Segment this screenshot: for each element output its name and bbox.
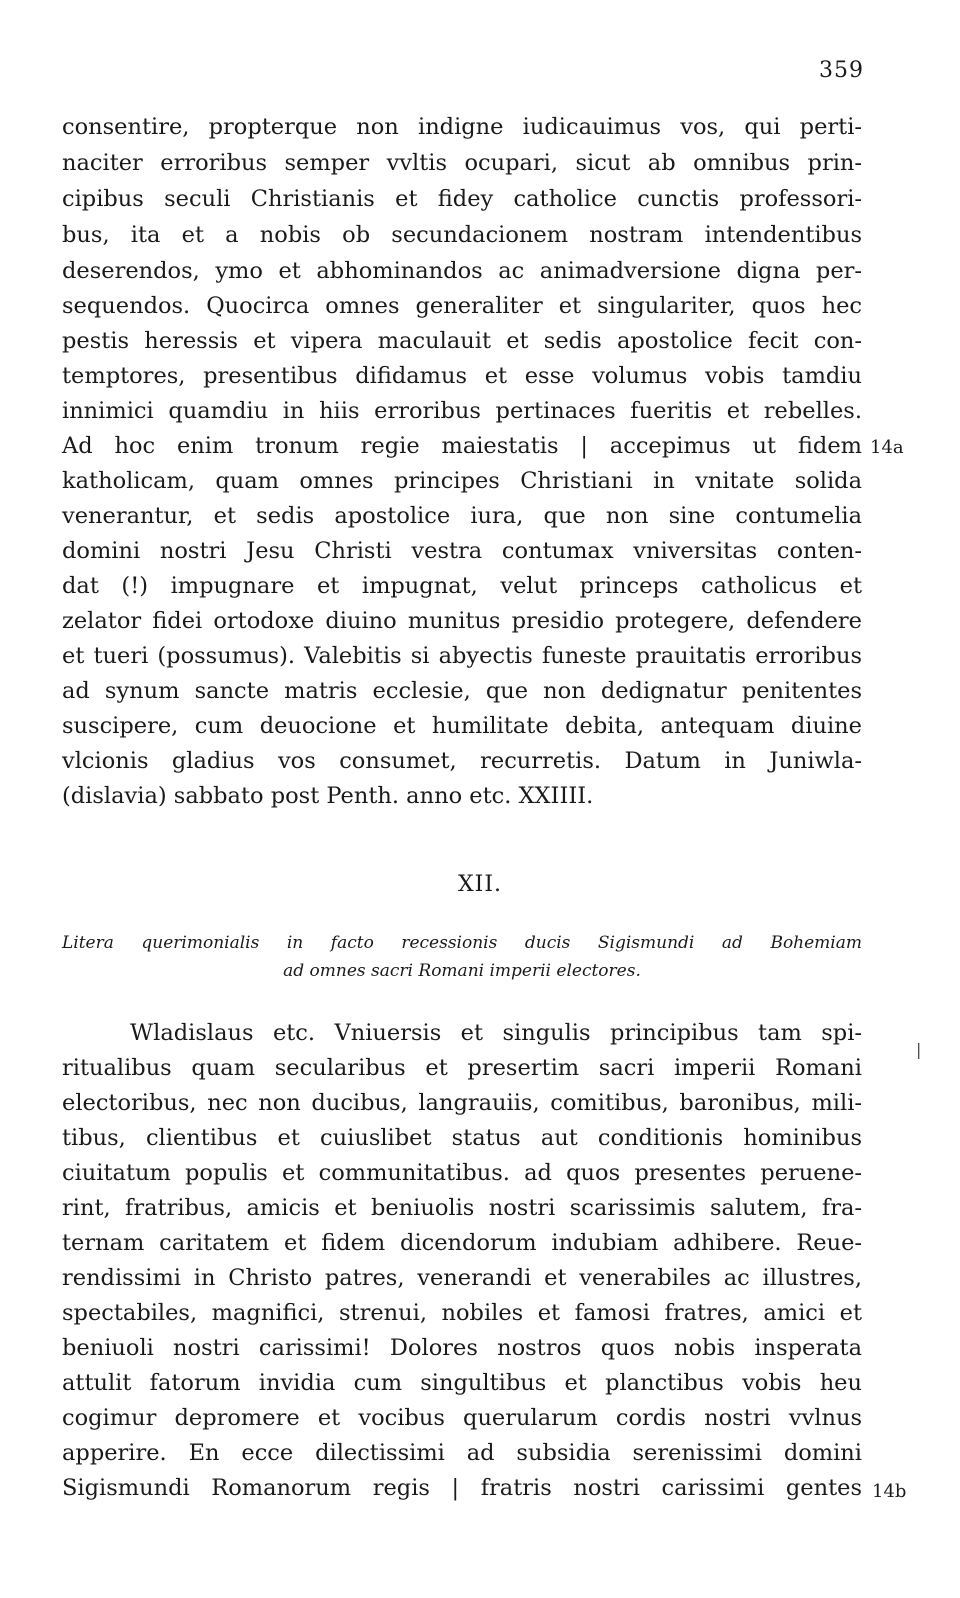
text-line: cogimur depromere et vocibus querularum cordis nostri vvlnus xyxy=(62,1405,862,1431)
text-line: zelator fidei ortodoxe diuino munitus presidio protegere, defendere xyxy=(62,608,862,634)
text-line: domini nostri Jesu Christi vestra contumax vniversitas conten- xyxy=(62,538,862,564)
text-line: spectabiles, magnifici, strenui, nobiles et famosi fratres, amici et xyxy=(62,1300,862,1326)
text-line: (dislavia) sabbato post Penth. anno etc. XXIIII. xyxy=(62,783,594,809)
margin-tick: | xyxy=(916,1040,922,1059)
text-line: ad synum sancte matris ecclesie, que non dedignatur penitentes xyxy=(62,678,862,704)
text-line: ritualibus quam secularibus et presertim sacri imperii Romani xyxy=(62,1055,862,1081)
text-line: bus, ita et a nobis ob secundacionem nostram intendentibus xyxy=(62,222,862,248)
text-line: pestis heressis et vipera maculauit et sedis apostolice fecit con- xyxy=(62,328,862,354)
heading-line: ad omnes sacri Romani imperii electores. xyxy=(283,961,641,981)
text-line: Wladislaus etc. Vniuersis et singulis principibus tam spi- xyxy=(130,1020,862,1046)
text-line: naciter erroribus semper vvltis ocupari, sicut ab omnibus prin- xyxy=(62,150,862,176)
text-line: dat (!) impugnare et impugnat, velut princeps catholicus et xyxy=(62,573,862,599)
text-line: rendissimi in Christo patres, venerandi et venerabiles ac illustres, xyxy=(62,1265,862,1291)
text-line: beniuoli nostri carissimi! Dolores nostros quos nobis insperata xyxy=(62,1335,862,1361)
text-line: vlcionis gladius vos consumet, recurretis. Datum in Juniwla- xyxy=(62,748,862,774)
text-line: deserendos, ymo et abhominandos ac animadversione digna per- xyxy=(62,258,862,284)
text-line: sequendos. Quocirca omnes generaliter et singulariter, quos hec xyxy=(62,293,862,319)
text-line: et tueri (possumus). Valebitis si abyectis funeste prauitatis erroribus xyxy=(62,643,862,669)
text-line: innimici quamdiu in hiis erroribus pertinaces fueritis et rebelles. xyxy=(62,398,862,424)
text-line: ternam caritatem et fidem dicendorum indubiam adhibere. Reue- xyxy=(62,1230,862,1256)
text-line: suscipere, cum deuocione et humilitate debita, antequam diuine xyxy=(62,713,862,739)
text-line: consentire, propterque non indigne iudicauimus vos, qui perti- xyxy=(62,114,862,140)
text-line: Sigismundi Romanorum regis | fratris nostri carissimi gentes xyxy=(62,1475,862,1501)
text-line: rint, fratribus, amicis et beniuolis nostri scarissimis salutem, fra- xyxy=(62,1195,862,1221)
margin-note: 14a xyxy=(870,437,904,458)
text-line: tibus, clientibus et cuiuslibet status aut conditionis hominibus xyxy=(62,1125,862,1151)
text-line: ciuitatum populis et communitatibus. ad quos presentes peruene- xyxy=(62,1160,862,1186)
heading-line: Litera querimonialis in facto recessionis ducis Sigismundi ad Bohemiam xyxy=(62,933,862,953)
text-line: temptores, presentibus difidamus et esse volumus vobis tamdiu xyxy=(62,363,862,389)
text-line: Ad hoc enim tronum regie maiestatis | accepimus ut fidem xyxy=(62,433,862,459)
text-line: apperire. En ecce dilectissimi ad subsidia serenissimi domini xyxy=(62,1440,862,1466)
text-line: katholicam, quam omnes principes Christiani in vnitate solida xyxy=(62,468,862,494)
text-line: cipibus seculi Christianis et fidey catholice cunctis professori- xyxy=(62,186,862,212)
page-number: 359 xyxy=(819,58,864,83)
text-line: venerantur, et sedis apostolice iura, que non sine contumelia xyxy=(62,503,862,529)
text-line: electoribus, nec non ducibus, langrauiis, comitibus, baronibus, mili- xyxy=(62,1090,862,1116)
text-line: attulit fatorum invidia cum singultibus et planctibus vobis heu xyxy=(62,1370,862,1396)
section-number: XII. xyxy=(457,872,503,897)
margin-note: 14b xyxy=(872,1481,907,1502)
